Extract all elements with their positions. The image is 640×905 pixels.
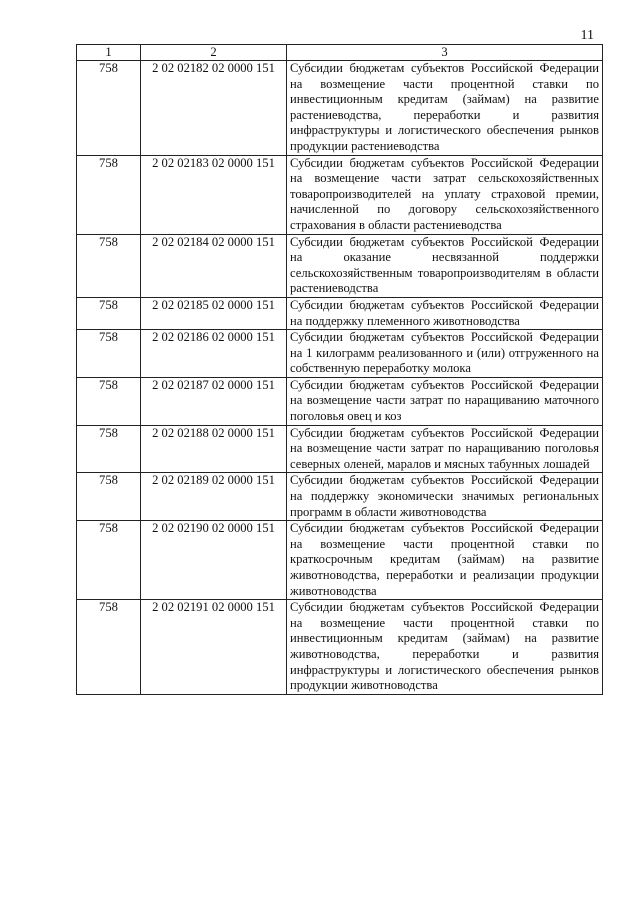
table-header-row xyxy=(77,45,603,61)
kbk-code-cell: 2 02 02187 02 0000 151 xyxy=(141,377,287,425)
table-row xyxy=(77,61,603,156)
admin-code-cell: 758 xyxy=(77,234,141,297)
table-row xyxy=(77,297,603,329)
kbk-code-cell: 2 02 02183 02 0000 151 xyxy=(141,155,287,234)
kbk-code-cell: 2 02 02191 02 0000 151 xyxy=(141,600,287,695)
kbk-code-cell: 2 02 02186 02 0000 151 xyxy=(141,330,287,378)
revenue-name-cell: Субсидии бюджетам субъектов Российской Федерации на поддержку племенного животноводства xyxy=(287,297,603,329)
header-col-1: 1 xyxy=(77,45,141,61)
revenue-name-cell: Субсидии бюджетам субъектов Российской Федерации на возмещение части затрат сельскохозяйственных товаропроизводителей на уплату страховой премии, начисленной по договору сельскохозяйственного страхования в области растениеводства xyxy=(287,155,603,234)
table-row xyxy=(77,234,603,297)
table-row xyxy=(77,473,603,521)
kbk-code-cell: 2 02 02182 02 0000 151 xyxy=(141,61,287,156)
kbk-code-cell: 2 02 02189 02 0000 151 xyxy=(141,473,287,521)
table-row xyxy=(77,600,603,695)
admin-code-cell: 758 xyxy=(77,377,141,425)
revenue-name-cell: Субсидии бюджетам субъектов Российской Федерации на возмещение части затрат по наращиванию маточного поголовья овец и коз xyxy=(287,377,603,425)
header-col-2: 2 xyxy=(141,45,287,61)
admin-code-cell: 758 xyxy=(77,155,141,234)
admin-code-cell: 758 xyxy=(77,297,141,329)
revenue-name-cell: Субсидии бюджетам субъектов Российской Федерации на возмещение части процентной ставки по инвестиционным кредитам (займам) на развитие растениеводства, переработки и развития инфраструктуры и логистического обеспечения рынков продукции растениеводства xyxy=(287,61,603,156)
revenue-name-cell: Субсидии бюджетам субъектов Российской Федерации на возмещение части процентной ставки по инвестиционным кредитам (займам) на развитие животноводства, переработки и развития инфраструктуры и логистического обеспечения рынков продукции животноводства xyxy=(287,600,603,695)
kbk-code-cell: 2 02 02185 02 0000 151 xyxy=(141,297,287,329)
table-row xyxy=(77,521,603,600)
revenue-name-cell: Субсидии бюджетам субъектов Российской Федерации на возмещение части процентной ставки по краткосрочным кредитам (займам) на развитие животноводства, переработки и реализации продукции животноводства xyxy=(287,521,603,600)
admin-code-cell: 758 xyxy=(77,521,141,600)
admin-code-cell: 758 xyxy=(77,600,141,695)
budget-classification-table xyxy=(76,44,603,695)
revenue-name-cell: Субсидии бюджетам субъектов Российской Федерации на 1 килограмм реализованного и (или) отгруженного на собственную переработку молока xyxy=(287,330,603,378)
table-row xyxy=(77,425,603,473)
table-row xyxy=(77,155,603,234)
revenue-name-cell: Субсидии бюджетам субъектов Российской Федерации на поддержку экономически значимых региональных программ в области животноводства xyxy=(287,473,603,521)
admin-code-cell: 758 xyxy=(77,330,141,378)
kbk-code-cell: 2 02 02184 02 0000 151 xyxy=(141,234,287,297)
admin-code-cell: 758 xyxy=(77,61,141,156)
admin-code-cell: 758 xyxy=(77,425,141,473)
kbk-code-cell: 2 02 02190 02 0000 151 xyxy=(141,521,287,600)
revenue-name-cell: Субсидии бюджетам субъектов Российской Федерации на возмещение части затрат по наращиванию поголовья северных оленей, маралов и мясных табунных лошадей xyxy=(287,425,603,473)
revenue-name-cell: Субсидии бюджетам субъектов Российской Федерации на оказание несвязанной поддержки сельскохозяйственным товаропроизводителям в области растениеводства xyxy=(287,234,603,297)
table-row xyxy=(77,330,603,378)
page-number: 11 xyxy=(580,28,594,43)
admin-code-cell: 758 xyxy=(77,473,141,521)
kbk-code-cell: 2 02 02188 02 0000 151 xyxy=(141,425,287,473)
table-row xyxy=(77,377,603,425)
header-col-3: 3 xyxy=(287,45,603,61)
